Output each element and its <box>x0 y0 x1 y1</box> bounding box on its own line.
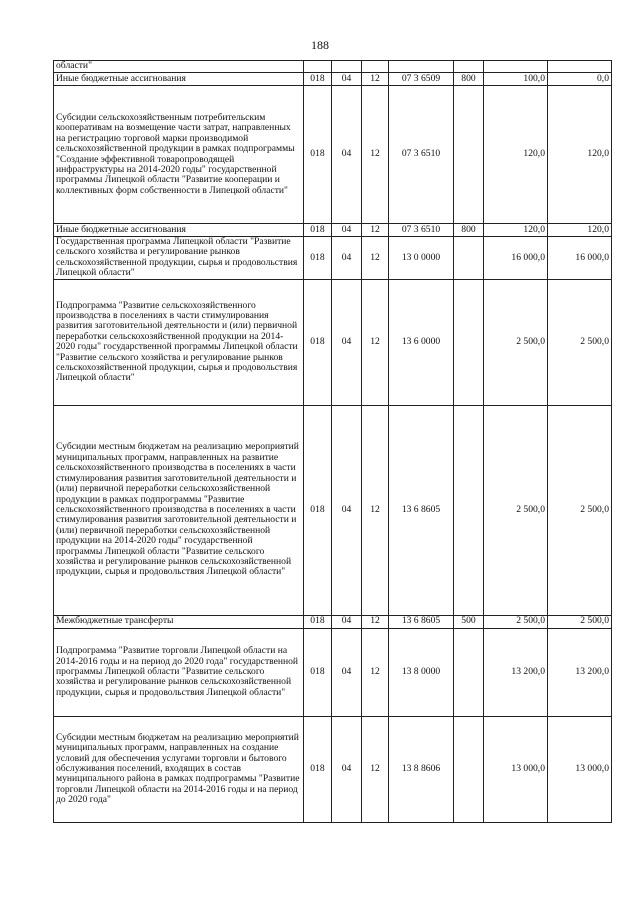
row-section <box>332 61 362 73</box>
row-subsection: 12 <box>362 86 389 224</box>
row-name: области" <box>54 61 304 73</box>
row-target <box>389 61 454 73</box>
table-row <box>54 86 612 224</box>
row-section: 04 <box>332 615 362 628</box>
table-row <box>54 224 612 237</box>
row-section: 04 <box>332 237 362 280</box>
row-code: 018 <box>304 405 332 615</box>
row-subsection <box>362 61 389 73</box>
row-subsection: 12 <box>362 73 389 86</box>
row-sum-2: 13 000,0 <box>548 716 612 822</box>
row-code: 018 <box>304 279 332 405</box>
row-sum-1: 2 500,0 <box>484 279 548 405</box>
row-target: 07 3 6510 <box>389 224 454 237</box>
row-section: 04 <box>332 716 362 822</box>
row-code: 018 <box>304 237 332 280</box>
row-subsection: 12 <box>362 224 389 237</box>
row-code: 018 <box>304 716 332 822</box>
row-name: Субсидии местным бюджетам на реализацию мероприятий муниципальных программ, направленных на создание условий для обеспечения услугами торговли и бытового обслуживания поселений, входящих в состав муниципального района в рамках подпрограммы "Развитие торговли Липецкой области на 2014-2016 годы и на период до 2020 года" <box>54 716 304 822</box>
row-sum-1: 13 000,0 <box>484 716 548 822</box>
row-expense-type: 500 <box>454 615 484 628</box>
table-row <box>54 615 612 628</box>
row-subsection: 12 <box>362 628 389 716</box>
row-target: 07 3 6509 <box>389 73 454 86</box>
row-sum-2: 120,0 <box>548 224 612 237</box>
row-expense-type: 800 <box>454 73 484 86</box>
row-expense-type <box>454 237 484 280</box>
row-name: Государственная программа Липецкой области "Развитие сельского хозяйства и регулирование рынков сельскохозяйственной продукции, сырья и продовольствия Липецкой области" <box>54 237 304 280</box>
row-sum-2: 120,0 <box>548 86 612 224</box>
row-target: 13 6 0000 <box>389 279 454 405</box>
row-sum-2: 2 500,0 <box>548 615 612 628</box>
row-expense-type <box>454 86 484 224</box>
row-code: 018 <box>304 628 332 716</box>
row-sum-1: 2 500,0 <box>484 405 548 615</box>
row-section: 04 <box>332 73 362 86</box>
row-target: 13 8 0000 <box>389 628 454 716</box>
row-section: 04 <box>332 279 362 405</box>
row-expense-type <box>454 405 484 615</box>
row-expense-type <box>454 279 484 405</box>
row-target: 13 0 0000 <box>389 237 454 280</box>
row-subsection: 12 <box>362 405 389 615</box>
row-section: 04 <box>332 224 362 237</box>
row-expense-type: 800 <box>454 224 484 237</box>
row-sum-2: 2 500,0 <box>548 405 612 615</box>
row-name: Иные бюджетные ассигнования <box>54 224 304 237</box>
table-row <box>54 628 612 716</box>
row-sum-2: 0,0 <box>548 73 612 86</box>
row-code: 018 <box>304 73 332 86</box>
row-name: Субсидии сельскохозяйственным потребительским кооперативам на возмещение части затрат, направленных на регистрацию торговой марки производимой сельскохозяйственной продукции в рамках подпрограммы "Создание эффективной товаропроводящей инфраструктуры на 2014-2020 годы" государственной программы Липецкой области "Развитие кооперации и коллективных форм собственности в Липецкой области" <box>54 86 304 224</box>
row-name: Межбюджетные трансферты <box>54 615 304 628</box>
row-sum-1: 120,0 <box>484 86 548 224</box>
table-row <box>54 237 612 280</box>
table-row <box>54 73 612 86</box>
table-row <box>54 716 612 822</box>
row-section: 04 <box>332 628 362 716</box>
row-name: Подпрограмма "Развитие сельскохозяйственного производства в поселениях в части стимулирования развития заготовительной деятельности и (или) первичной переработки сельскохозяйственной продукции на 2014-2020 годы" государственной программы Липецкой области "Развитие сельского хозяйства и регулирование рынков сельскохозяйственной продукции, сырья и продовольствия Липецкой области" <box>54 279 304 405</box>
row-sum-2: 13 200,0 <box>548 628 612 716</box>
budget-table <box>53 60 612 823</box>
row-section: 04 <box>332 405 362 615</box>
page-number: 188 <box>311 38 329 52</box>
table-row <box>54 279 612 405</box>
row-name: Субсидии местным бюджетам на реализацию мероприятий муниципальных программ, направленных на развитие сельскохозяйственного производства в поселениях в части стимулирования развития заготовительной деятельности и (или) первичной переработки сельскохозяйственной продукции в рамках подпрограммы "Развитие сельскохозяйственного производства в поселениях в части стимулирования развития заготовительной деятельности и (или) первичной переработки сельскохозяйственной продукции на 2014-2020 годы" государственной программы Липецкой области "Развитие сельского хозяйства и регулирование рынков сельскохозяйственной продукции, сырья и продовольствия Липецкой области" <box>54 405 304 615</box>
table-row <box>54 61 612 73</box>
row-target: 07 3 6510 <box>389 86 454 224</box>
row-code: 018 <box>304 86 332 224</box>
row-target: 13 6 8605 <box>389 615 454 628</box>
row-sum-1 <box>484 61 548 73</box>
row-target: 13 8 8606 <box>389 716 454 822</box>
row-subsection: 12 <box>362 615 389 628</box>
row-target: 13 6 8605 <box>389 405 454 615</box>
row-code: 018 <box>304 224 332 237</box>
row-sum-1: 2 500,0 <box>484 615 548 628</box>
row-sum-1: 120,0 <box>484 224 548 237</box>
row-name: Иные бюджетные ассигнования <box>54 73 304 86</box>
row-subsection: 12 <box>362 279 389 405</box>
row-sum-1: 100,0 <box>484 73 548 86</box>
row-code: 018 <box>304 615 332 628</box>
row-code <box>304 61 332 73</box>
row-expense-type <box>454 716 484 822</box>
row-expense-type <box>454 61 484 73</box>
row-section: 04 <box>332 86 362 224</box>
row-sum-1: 16 000,0 <box>484 237 548 280</box>
row-subsection: 12 <box>362 716 389 822</box>
row-subsection: 12 <box>362 237 389 280</box>
row-name: Подпрограмма "Развитие торговли Липецкой области на 2014-2016 годы и на период до 2020 года" государственной программы Липецкой области "Развитие сельского хозяйства и регулирование рынков сельскохозяйственной продукции, сырья и продовольствия Липецкой области" <box>54 628 304 716</box>
table-row <box>54 405 612 615</box>
row-sum-2: 16 000,0 <box>548 237 612 280</box>
row-sum-2 <box>548 61 612 73</box>
row-expense-type <box>454 628 484 716</box>
row-sum-1: 13 200,0 <box>484 628 548 716</box>
row-sum-2: 2 500,0 <box>548 279 612 405</box>
